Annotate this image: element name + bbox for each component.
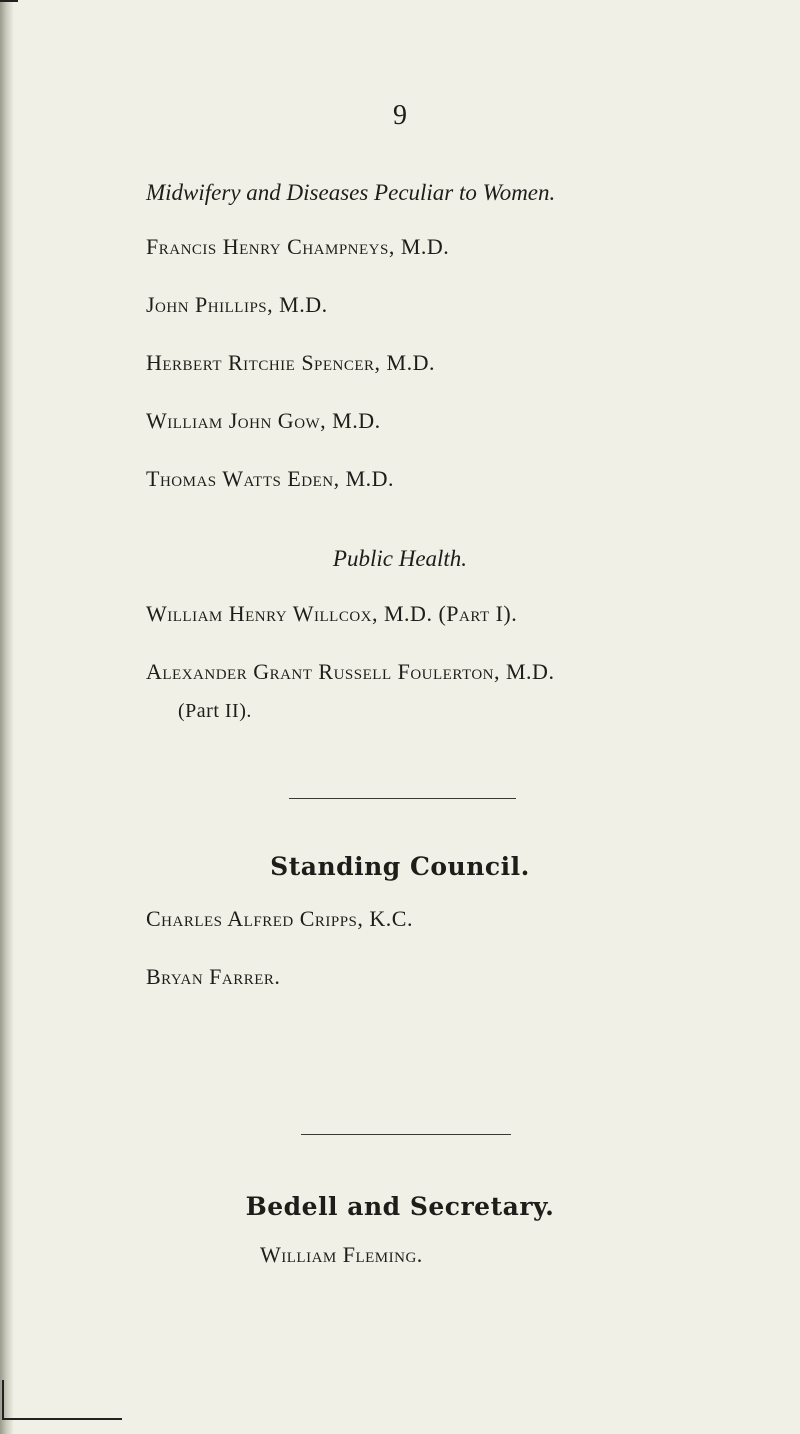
member-name-continuation: (Part II). [178, 700, 252, 722]
page-number: 9 [393, 100, 407, 131]
member-name: William John Gow, M.D. [146, 408, 381, 433]
member-name: Bryan Farrer. [146, 964, 281, 989]
member-name: Charles Alfred Cripps, K.C. [146, 906, 413, 931]
bedell-heading: Bedell and Secretary. [245, 1192, 555, 1221]
member-name: Thomas Watts Eden, M.D. [146, 466, 395, 491]
member-name: Alexander Grant Russell Foulerton, M.D. [146, 659, 555, 684]
section-heading-midwifery: Midwifery and Diseases Peculiar to Women. [146, 180, 556, 205]
crop-mark [2, 1380, 4, 1420]
member-name: Herbert Ritchie Spencer, M.D. [146, 350, 436, 375]
member-name: Francis Henry Champneys, M.D. [146, 234, 450, 259]
member-name: William Fleming. [260, 1242, 423, 1267]
crop-mark [0, 0, 18, 2]
member-name: William Henry Willcox, M.D. (Part I). [146, 601, 518, 626]
standing-council-heading: Standing Council. [270, 852, 530, 881]
divider [301, 1134, 511, 1135]
section-heading-public-health: Public Health. [332, 546, 468, 571]
member-name: John Phillips, M.D. [146, 292, 328, 317]
crop-mark [2, 1418, 122, 1420]
divider [289, 798, 516, 799]
